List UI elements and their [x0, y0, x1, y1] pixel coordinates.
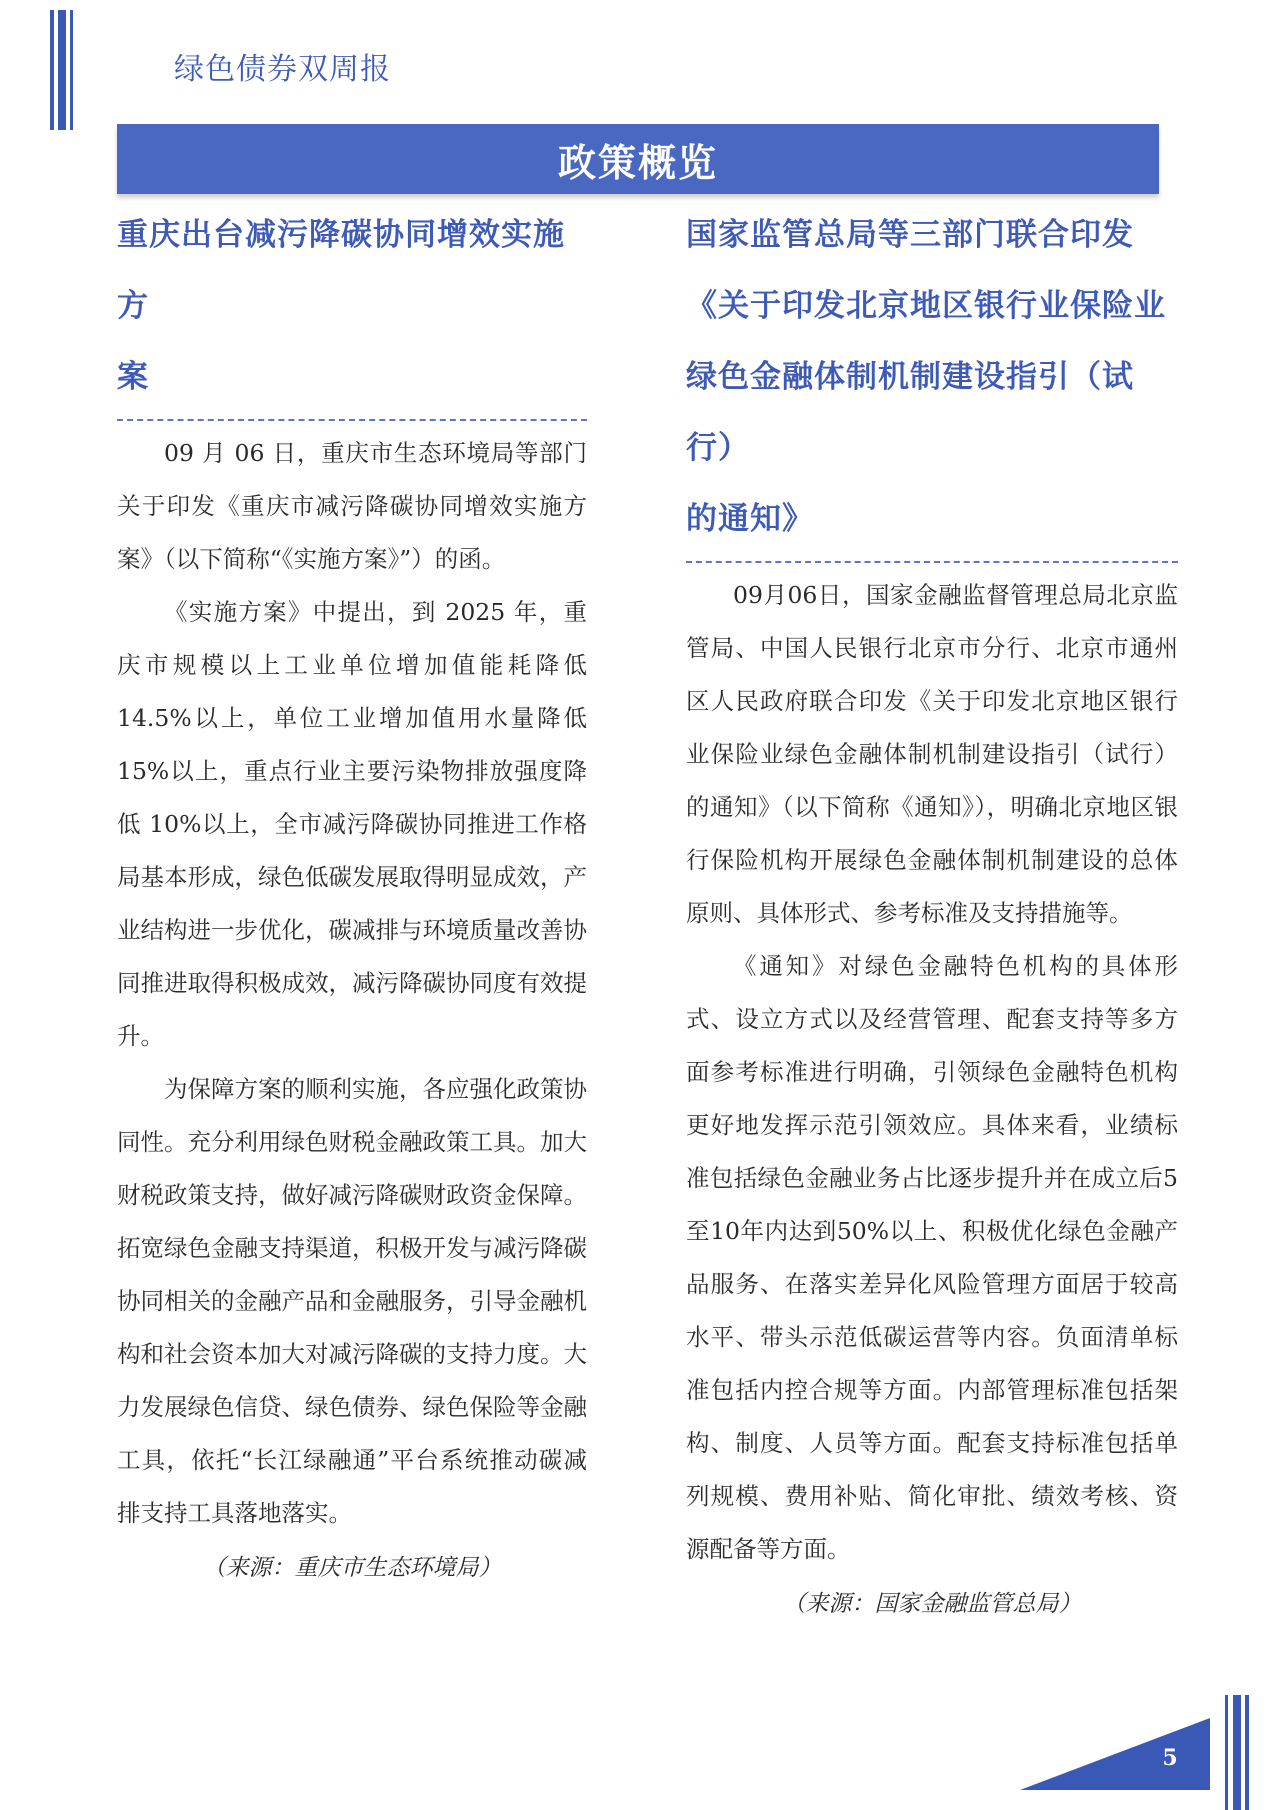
article-paragraph: 《通知》对绿色金融特色机构的具体形式、设立方式以及经营管理、配套支持等多方面参考标准进行明确，引领绿色金融特色机构更好地发挥示范引领效应。具体来看，业绩标准包括绿色金融业务占比逐步提升并在成立后5至10年内达到50%以上、积极优化绿色金融产品服务、在落实差异化风险管理方面居于较高水平、带头示范低碳运营等内容。负面清单标准包括内控合规等方面。内部管理标准包括架构、制度、人员等方面。配套支持标准包括单列规模、费用补贴、简化审批、绩效考核、资源配备等方面。: [686, 952, 1178, 1563]
article-title: [117, 200, 587, 413]
section-banner: [117, 124, 1159, 194]
footer-decorative-bars: [1225, 1695, 1255, 1810]
article-title-line: 国家监管总局等三部门联合印发: [686, 217, 1134, 253]
article-title: [686, 200, 1178, 555]
article-left: [117, 200, 587, 1595]
article-title-line: 的通知》: [686, 501, 814, 537]
article-paragraph: 09月06日，国家金融监督管理总局北京监管局、中国人民银行北京市分行、北京市通州区人民政府联合印发《关于印发北京地区银行业保险业绿色金融体制机制建设指引（试行）的通知》（以下简称《通知》），明确北京地区银行保险机构开展绿色金融体制机制建设的总体原则、具体形式、参考标准及支持措施等。: [686, 581, 1178, 927]
title-divider: [686, 561, 1178, 563]
header-decorative-bars: [50, 10, 80, 130]
article-source: （来源：国家金融监管总局）: [782, 1591, 1082, 1617]
article-title-line: 绿色金融体制机制建设指引（试行）: [686, 359, 1134, 466]
section-title: 政策概览: [557, 140, 718, 185]
article-title-line: 《关于印发北京地区银行业保险业: [686, 288, 1166, 324]
page-number: 5: [1162, 1745, 1178, 1771]
article-paragraph: 09 月 06 日，重庆市生态环境局等部门关于印发《重庆市减污降碳协同增效实施方案》（以下简称“《实施方案》”）的函。: [117, 439, 587, 573]
publication-title: 绿色债券双周报: [174, 52, 391, 87]
article-paragraph: 为保障方案的顺利实施，各应强化政策协同性。充分利用绿色财税金融政策工具。加大财税政策支持，做好减污降碳财政资金保障。拓宽绿色金融支持渠道，积极开发与减污降碳协同相关的金融产品和金融服务，引导金融机构和社会资本加大对减污降碳的支持力度。大力发展绿色信贷、绿色债券、绿色保险等金融工具，依托“长江绿融通”平台系统推动碳减排支持工具落地落实。: [117, 1075, 587, 1527]
article-paragraph: 《实施方案》中提出，到 2025 年，重庆市规模以上工业单位增加值能耗降低 14.5%以上，单位工业增加值用水量降低 15%以上，重点行业主要污染物排放强度降低 10%以上，全市减污降碳协同推进工作格局基本形成，绿色低碳发展取得明显成效，产业结构进一步优化，碳减排与环境质量改善协同推进取得积极成效，减污降碳协同度有效提升。: [117, 598, 587, 1050]
title-divider: [117, 419, 587, 421]
article-title-line: 重庆出台减污降碳协同增效实施方: [117, 217, 565, 324]
article-right: [686, 200, 1178, 1631]
article-source: （来源：重庆市生态环境局）: [202, 1555, 502, 1581]
article-title-line: 案: [117, 359, 149, 395]
